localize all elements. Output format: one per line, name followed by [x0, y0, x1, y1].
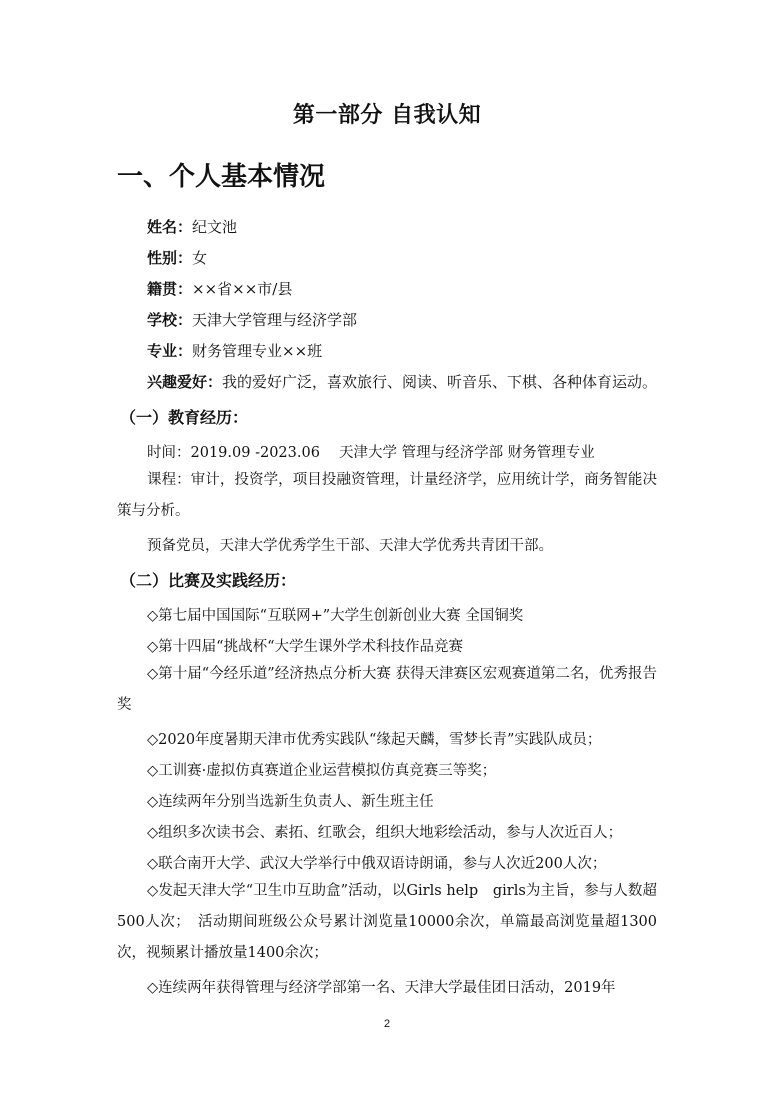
info-value: 天津大学管理与经济学部 [192, 311, 358, 329]
info-label: 姓名： [147, 218, 193, 236]
experience-heading: （二）比赛及实践经历： [120, 571, 297, 590]
education-courses: 课程：审计，投资学，项目投融资管理，计量经济学，应用统计学，商务智能决策与分析。 [117, 472, 657, 519]
info-value: 财务管理专业××班 [192, 342, 323, 360]
experience-item: ◇工训赛·虚拟仿真赛道企业运营模拟仿真竞赛三等奖； [147, 763, 497, 779]
education-heading: （一）教育经历： [120, 408, 249, 427]
info-label: 兴趣爱好： [147, 373, 223, 391]
experience-item: ◇联合南开大学、武汉大学举行中俄双语诗朗诵，参与人次近200人次； [147, 856, 607, 872]
experience-item: ◇第七届中国国际“互联网+”大学生创新创业大赛 全国铜奖 [147, 608, 524, 624]
info-hometown [147, 278, 292, 299]
section-heading-basic-info: 一、个人基本情况 [117, 162, 326, 192]
experience-item: ◇2020年度暑期天津市优秀实践队“缘起天麟，雪梦长青”实践队成员； [147, 732, 602, 748]
info-value: ××省××市/县 [192, 280, 293, 298]
info-label: 性别： [147, 249, 193, 267]
info-label: 专业： [147, 342, 193, 360]
info-name [147, 216, 237, 237]
info-value: 女 [192, 249, 208, 267]
info-value: 我的爱好广泛，喜欢旅行、阅读、听音乐、下棋、各种体育运动。 [222, 373, 658, 391]
experience-item: ◇组织多次读书会、素拓、红歌会，组织大地彩绘活动，参与人次近百人； [147, 825, 623, 841]
page-number: 2 [383, 1018, 391, 1030]
info-gender [147, 247, 207, 268]
info-hobbies [147, 371, 657, 392]
experience-item: ◇发起天津大学“卫生巾互助盒”活动，以Girls help girls为主旨，参与人数超500人次； 活动期间班级公众号累计浏览量10000余次，单篇最高浏览量超1300次，视频累计播放量1400余次； [117, 883, 657, 961]
info-label: 籍贯： [147, 280, 193, 298]
part-title: 第一部分 自我认知 [292, 103, 482, 128]
experience-item: ◇第十届“今经乐道”经济热点分析大赛 获得天津赛区宏观赛道第二名，优秀报告奖 [117, 666, 657, 713]
info-school [147, 309, 357, 330]
education-honors: 预备党员，天津大学优秀学生干部、天津大学优秀共青团干部。 [147, 538, 553, 554]
experience-item: ◇第十四届“挑战杯“大学生课外学术科技作品竞赛 [147, 639, 463, 655]
info-label: 学校： [147, 311, 193, 329]
experience-item: ◇连续两年获得管理与经济学部第一名、天津大学最佳团日活动，2019年 [147, 980, 616, 996]
education-time: 时间：2019.09 -2023.06 天津大学 管理与经济学部 财务管理专业 [147, 445, 595, 461]
info-major [147, 340, 322, 361]
info-value: 纪文池 [192, 218, 238, 236]
experience-item: ◇连续两年分别当选新生负责人、新生班主任 [147, 794, 434, 810]
